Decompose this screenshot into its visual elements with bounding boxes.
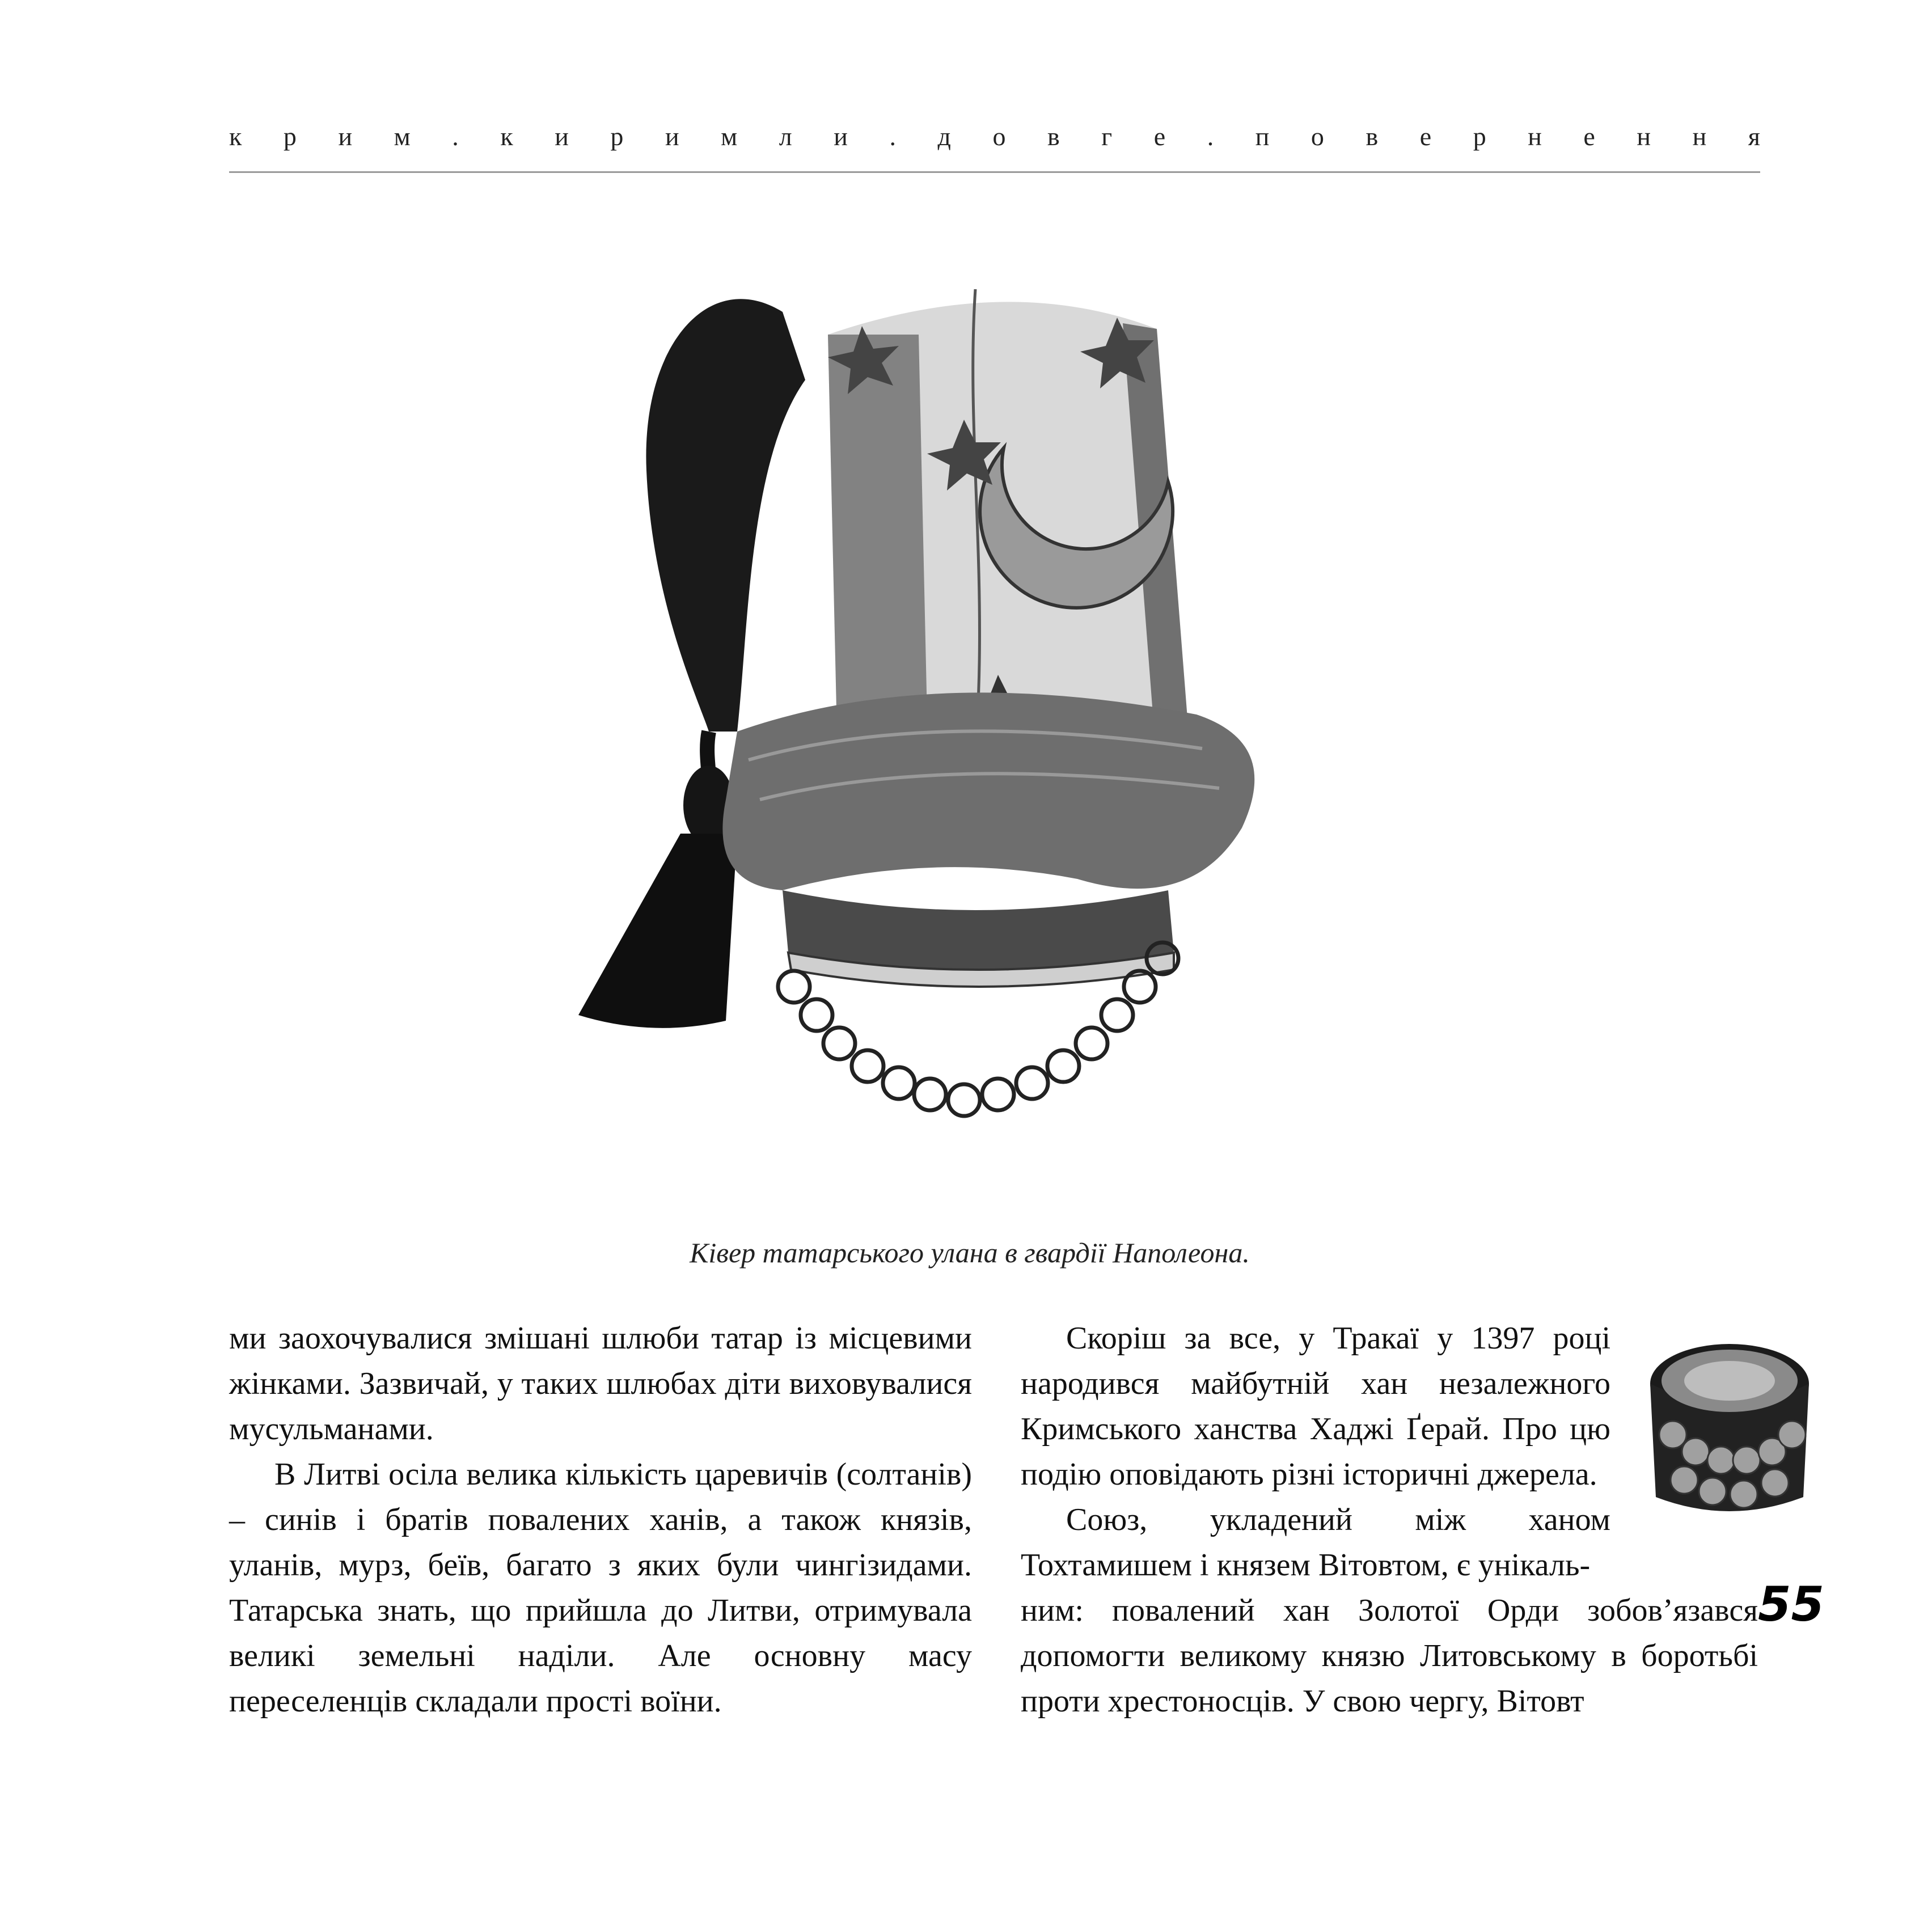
- running-head-letter: н: [1528, 122, 1542, 151]
- running-head-letter: м: [394, 122, 411, 151]
- right-paragraph-2-start: Союз, укладений між ханом Тохтамишем і князем Вітовтом, є унікаль-: [1021, 1502, 1610, 1583]
- coin-cap-photo: [1644, 1333, 1815, 1537]
- running-head-letter: е: [1153, 122, 1166, 151]
- left-paragraph-2: В Литві осіла велика кількість царевичів (солтанів) – синів і братів повалених ханів, а також князів, уланів, мурз, беїв, багато з яких були чингізидами. Татарська знать, що прийшла до Литви, отримувала великі земельні наділи. Але основну масу переселенців складали прості воїни.: [229, 1457, 972, 1719]
- running-head-letter: р: [610, 122, 624, 151]
- running-head-letter: л: [779, 122, 792, 151]
- running-head-letter: к: [500, 122, 513, 151]
- running-head-letter: н: [1637, 122, 1651, 151]
- running-head-letter: р: [283, 122, 297, 151]
- left-paragraph-1: ми заохочувалися змішані шлюби татар із місцевими жінками. Зазвичай, у таких шлюбах діти виховувалися мусульманами.: [229, 1321, 972, 1447]
- shako-photo: [567, 232, 1282, 1225]
- running-head-letter: .: [889, 122, 896, 151]
- running-head-letter: я: [1748, 122, 1760, 151]
- page-number: 55: [1758, 1576, 1824, 1632]
- figure-caption: Ківер татарського улана в гвардії Наполеона.: [690, 1237, 1250, 1269]
- right-paragraph-1: Скоріш за все, у Тракаї у 1397 році народився майбутній хан незалежного Кримського ханства Хаджі Ґерай. Про цю подію оповідають різні історичні джерела.: [1021, 1321, 1610, 1492]
- running-head-letter: и: [338, 122, 353, 151]
- running-head-letter: н: [1692, 122, 1707, 151]
- running-head-letter: е: [1419, 122, 1432, 151]
- running-head-letter: р: [1473, 122, 1486, 151]
- running-head-letter: к: [229, 122, 242, 151]
- running-head-letter: п: [1255, 122, 1270, 151]
- running-head-letter: г: [1101, 122, 1113, 151]
- running-head-letter: .: [1207, 122, 1214, 151]
- running-head-letter: .: [452, 122, 459, 151]
- header-rule: [229, 171, 1760, 173]
- right-paragraph-2-rest: ним: повалений хан Золотої Орди зобов’язався допомогти великому князю Литовському в боротьбі проти хрестоносців. У свою чергу, Вітовт: [1021, 1593, 1758, 1719]
- running-head-letter: д: [937, 122, 951, 151]
- running-head-letter: и: [834, 122, 848, 151]
- running-head-letter: и: [555, 122, 569, 151]
- running-head-letter: е: [1583, 122, 1595, 151]
- running-head-letter: о: [992, 122, 1006, 151]
- running-head-letter: м: [721, 122, 738, 151]
- running-head-letter: и: [665, 122, 679, 151]
- running-head: [229, 121, 1760, 151]
- running-head-letter: в: [1047, 122, 1060, 151]
- running-head-letter: о: [1310, 122, 1324, 151]
- running-head-letter: в: [1365, 122, 1379, 151]
- left-column: [229, 1316, 972, 1724]
